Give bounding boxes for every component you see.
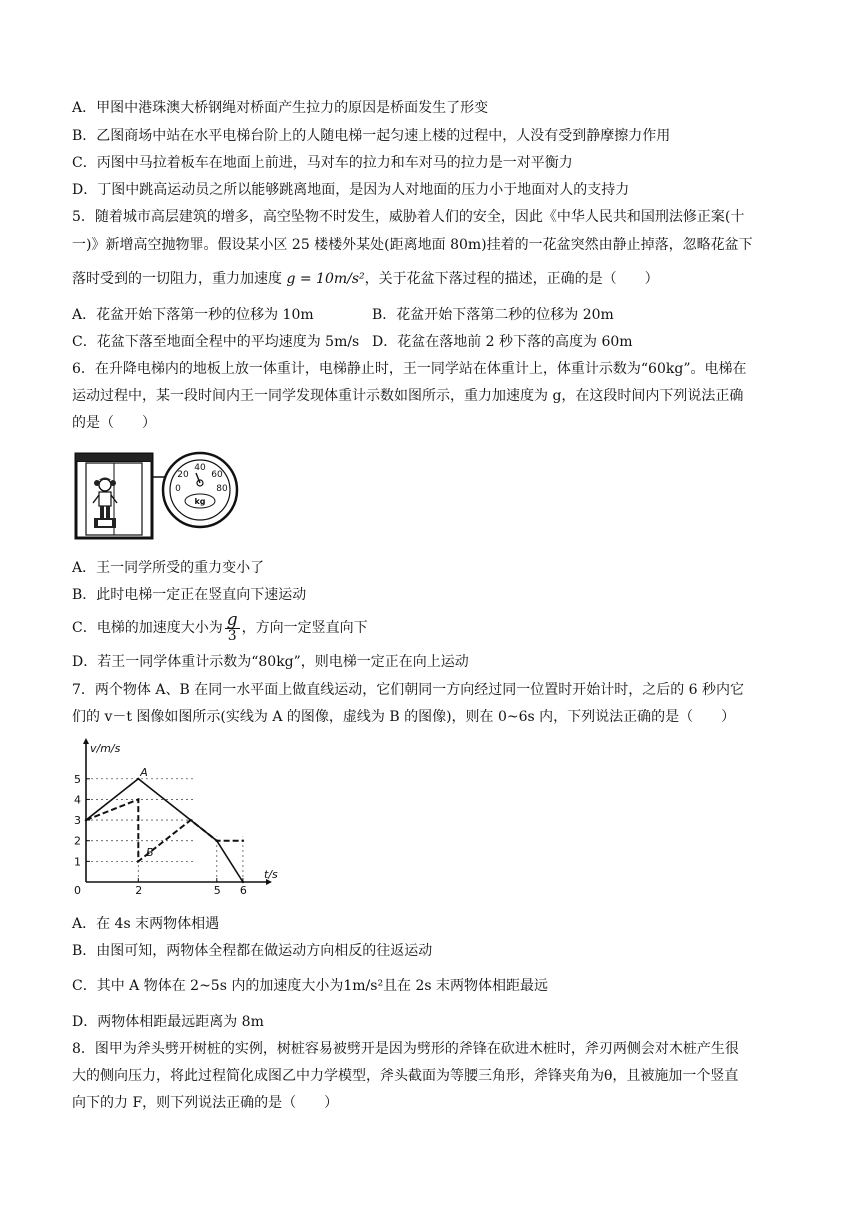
q6-option-b: B．此时电梯一定正在竖直向下速运动 [72, 587, 307, 603]
y-tick-label: 1 [74, 855, 81, 869]
series-a-line [86, 779, 243, 882]
q6-option-c [72, 611, 368, 645]
series-b-point [216, 840, 218, 842]
x-tick-label: 5 [213, 884, 221, 897]
series-a-point [242, 881, 244, 883]
q7-option-d: D．两物体相距最远距离为 8m [72, 1014, 264, 1030]
dial-tick-80: 80 [216, 484, 228, 494]
vt-series [85, 766, 244, 883]
dial-tick-60: 60 [211, 470, 223, 480]
series-a-point [137, 778, 139, 780]
q6-option-a: A．王一同学所受的重力变小了 [72, 560, 265, 576]
y-axis-arrow [83, 738, 89, 744]
q5-option-b: B．花盆开始下落第二秒的位移为 20m [372, 307, 614, 323]
q5-stem-line2: 一)》新增高空抛物罪。假设某小区 25 楼楼外某处(距离地面 80m)挂着的一花盆突然由静止掉落，忽略花盆下 [72, 237, 753, 253]
x-axis-label: t/s [264, 868, 278, 881]
q7-stem-line2: 们的 v－t 图像如图所示(实线为 A 的图像，虚线为 B 的图像)，则在 0~6s 内，下列说法正确的是（ ） [72, 709, 736, 725]
q5-stem-line3-post: ，关于花盆下落过程的描述，正确的是（ ） [364, 271, 659, 287]
elevator-scale-figure [72, 449, 242, 545]
q7-option-c [72, 976, 548, 996]
q4-option-c: C．丙图中马拉着板车在地面上前进，马对车的拉力和车对马的拉力是一对平衡力 [72, 155, 573, 171]
q7-option-c-pre: C．其中 A 物体在 2~5s 内的加速度大小为 [72, 978, 344, 994]
girl-figure [93, 478, 117, 519]
q7-option-b: B．由图可知，两物体全程都在做运动方向相反的往返运动 [72, 943, 433, 959]
x-tick-label: 2 [135, 884, 143, 897]
vt-axes [83, 738, 272, 885]
q8-stem-line3: 向下的力 F，则下列说法正确的是（ ） [72, 1095, 339, 1111]
g-over-3-fraction [225, 609, 240, 644]
q5-option-c: C．花盆下落至地面全程中的平均速度为 5m/s [72, 334, 360, 350]
dial-tick-40: 40 [194, 463, 206, 473]
q5-option-a: A．花盆开始下落第一秒的位移为 10m [72, 307, 314, 323]
q5-stem-line3 [72, 269, 659, 289]
y-tick-label: 4 [74, 793, 81, 807]
q8-stem-line1: 8．图甲为斧头劈开树桩的实例，树桩容易被劈开是因为劈形的斧锋在砍进木桩时，斧刃两侧会对木桩产生很 [72, 1041, 739, 1057]
series-b-line [86, 799, 243, 861]
gravity-formula: g = 10m/s² [286, 271, 365, 287]
fraction-denominator: 3 [227, 627, 237, 644]
q6-stem-line3: 的是（ ） [72, 415, 156, 431]
vt-ticks [74, 773, 247, 897]
vt-chart [68, 738, 278, 900]
q6-option-c-post: ，方向一定竖直向下 [241, 620, 368, 636]
q5-stem-line1: 5．随着城市高层建筑的增多，高空坠物不时发生，威胁着人们的安全，因此《中华人民共和国刑法修正案(十 [72, 209, 745, 225]
series-b-point [85, 819, 87, 821]
q5-option-d: D．花盆在落地前 2 秒下落的高度为 60m [372, 334, 633, 350]
series-b-point [137, 798, 139, 800]
scale-dial [163, 453, 237, 527]
series-a-label: A [140, 765, 148, 779]
series-b-point [189, 819, 191, 821]
q6-option-c-pre: C．电梯的加速度大小为 [72, 620, 223, 636]
series-b-point [242, 840, 244, 842]
q7-option-c-post: 且在 2s 末两物体相距最远 [383, 978, 549, 994]
dial-tick-0: 0 [175, 484, 181, 494]
y-tick-label: 5 [74, 772, 81, 786]
dial-tick-20: 20 [177, 470, 189, 480]
vt-grid [86, 779, 243, 882]
x-tick-label: 6 [239, 884, 247, 897]
q4-option-b: B．乙图商场中站在水平电梯台阶上的人随电梯一起匀速上楼的过程中，人没有受到静摩擦力作用 [72, 128, 671, 144]
q4-option-a: A．甲图中港珠澳大桥钢绳对桥面产生拉力的原因是桥面发生了形变 [72, 100, 489, 116]
acceleration-value: 1m/s² [343, 978, 384, 994]
q5-stem-line3-pre: 落时受到的一切阻力，重力加速度 [72, 271, 287, 287]
y-tick-label: 2 [74, 834, 81, 848]
q6-stem-line2: 运动过程中，某一段时间内王一同学发现体重计示数如图所示，重力加速度为 g，在这段时间内下列说法正确 [72, 388, 744, 404]
fraction-numerator: g [226, 609, 238, 630]
dial-unit: kg [194, 497, 206, 506]
origin-label: 0 [74, 884, 81, 897]
series-b-label: B [146, 846, 154, 860]
q7-option-a: A．在 4s 末两物体相遇 [72, 916, 220, 932]
q4-option-d: D．丁图中跳高运动员之所以能够跳离地面，是因为人对地面的压力小于地面对人的支持力 [72, 182, 630, 198]
y-axis-label: v/m/s [90, 742, 121, 755]
q7-stem-line1: 7．两个物体 A、B 在同一水平面上做直线运动，它们朝同一方向经过同一位置时开始计时，之后的 6 秒内它 [72, 682, 745, 698]
q6-option-d: D．若王一同学体重计示数为“80kg”，则电梯一定正在向上运动 [72, 654, 469, 670]
q6-stem-line1: 6．在升降电梯内的地板上放一体重计，电梯静止时，王一同学站在体重计上，体重计示数为“60kg”。电梯在 [72, 361, 747, 377]
series-b-point [137, 860, 139, 862]
q8-stem-line2: 大的侧向压力，将此过程简化成图乙中力学模型，斧头截面为等腰三角形，斧锋夹角为θ，且被施加一个竖直 [72, 1068, 739, 1084]
y-tick-label: 3 [74, 814, 81, 828]
